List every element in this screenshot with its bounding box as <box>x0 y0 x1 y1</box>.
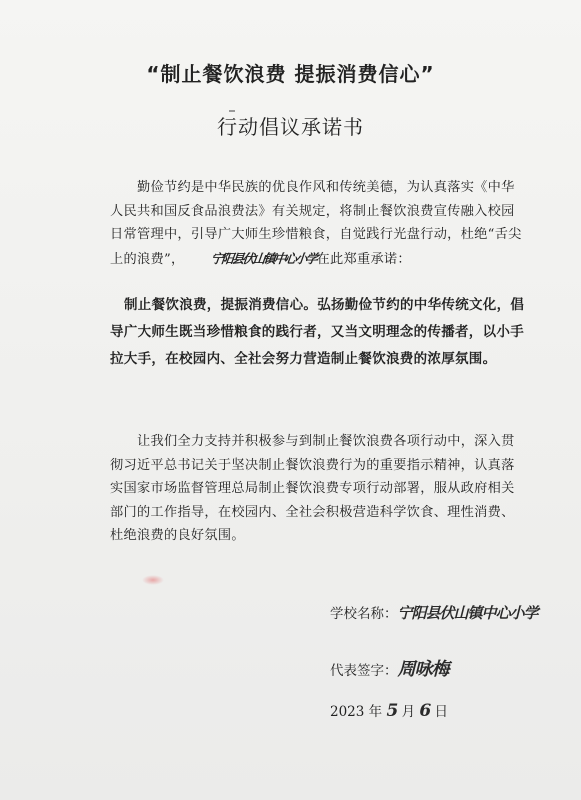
date-row <box>330 700 448 721</box>
date-day-suffix: 日 <box>430 704 449 720</box>
document-title: “制止餐饮浪费 提振消费信心” <box>146 62 435 86</box>
document-subtitle: 行动倡议承诺书 <box>217 115 364 139</box>
ink-smudge <box>142 575 164 585</box>
date-year-suffix: 年 <box>364 704 383 720</box>
date-month-suffix: 月 <box>397 704 416 720</box>
representative-row <box>330 655 449 681</box>
paragraph-intro-tail: 在此郑重承诺： <box>316 251 411 267</box>
inline-school-signature: 宁阳县伏山镇中心小学 <box>210 250 318 266</box>
date-year: 2023 <box>330 704 365 720</box>
paragraph-commitment: 制止餐饮浪费，提振消费信心。弘扬勤俭节约的中华传统文化，倡导广大师生既当珍惜粮食的践行者，又当文明理念的传播者，以小手拉大手，在校园内、全社会努力营造制止餐饮浪费的浓厚氛围。 <box>110 297 525 367</box>
school-name-signature: 宁阳县伏山镇中心小学 <box>397 604 538 622</box>
paragraph-intro-text: 勤俭节约是中华民族的优良作风和传统美德，为认真落实《中华人民共和国反食品浪费法》有关规定，将制止餐饮浪费宣传融入校园日常管理中，引导广大师生珍惜粮食，自觉践行光盘行动，杜绝“舌尖上的浪费”， <box>110 180 522 267</box>
paragraph-call-to-action: 让我们全力支持并积极参与到制止餐饮浪费各项行动中，深入贯彻习近平总书记关于坚决制止餐饮浪费行为的重要指示精神，认真落实国家市场监督管理总局制止餐饮浪费专项行动部署，服从政府相关部门的工作指导，在校园内、全社会积极营造科学饮食、理性消费、杜绝浪费的良好氛围。 <box>110 434 515 543</box>
date-day: 6 <box>419 701 431 721</box>
representative-label: 代表签字： <box>330 663 398 679</box>
paragraph-intro <box>110 176 528 271</box>
date-month: 5 <box>386 701 398 721</box>
representative-signature: 周咏梅 <box>397 659 449 680</box>
school-name-row <box>330 602 538 623</box>
school-name-label: 学校名称： <box>330 606 398 622</box>
